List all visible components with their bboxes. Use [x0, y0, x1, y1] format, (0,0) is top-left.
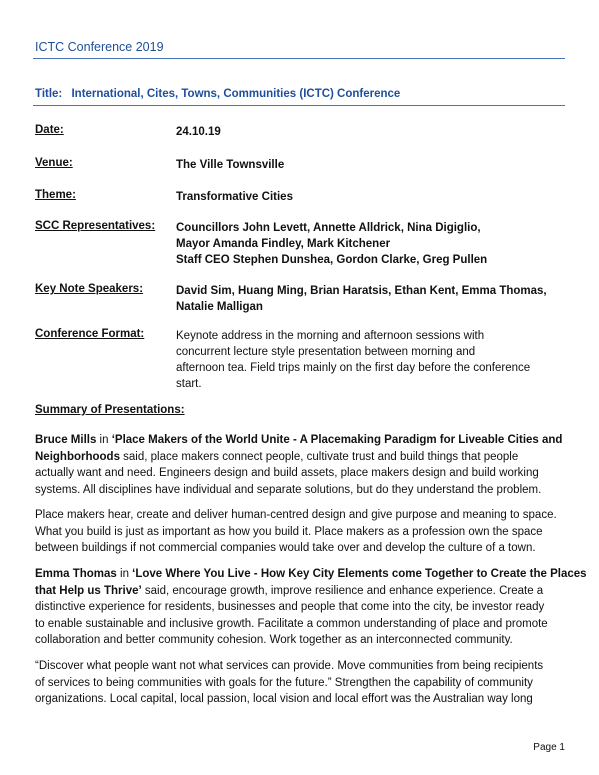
summary-heading: Summary of Presentations:	[35, 404, 185, 416]
field-format-label: Conference Format:	[35, 328, 145, 340]
presentation-title: ‘Love Where You Live - How Key City Elements come Together to Create the Places	[132, 568, 587, 580]
field-speakers-label: Key Note Speakers:	[35, 283, 144, 295]
field-venue-value: The Ville Townsville	[176, 159, 285, 171]
paragraph-place-makers	[35, 507, 570, 557]
speaker-name: Emma Thomas	[35, 568, 117, 580]
field-scc-value	[176, 220, 561, 268]
connector-text: in	[116, 568, 133, 580]
presentation-title: that Help us Thrive’	[35, 584, 142, 597]
speakers-line: David Sim, Huang Ming, Brian Haratsis, Ethan Kent, Emma Thomas,	[176, 285, 547, 297]
paragraph-discover	[35, 658, 570, 708]
body-line: organizations. Local capital, local passion, local vision and local effort was the Australian way long	[35, 693, 533, 705]
body-line: distinctive experience for residents, businesses and people that come into the city, be investor ready	[35, 601, 545, 613]
body-line: between buildings if not commercial companies would take over and develop the culture of a town.	[35, 542, 536, 554]
field-theme-value: Transformative Cities	[176, 191, 293, 203]
format-line: afternoon tea. Field trips mainly on the first day before the conference	[176, 362, 531, 374]
body-line: “Discover what people want not what services can provide. Move communities from being recipients	[35, 660, 544, 672]
document-title-text: International, Cites, Towns, Communities (ICTC) Conference	[71, 88, 401, 100]
paragraph-bruce-mills	[35, 432, 570, 498]
field-date-label: Date:	[35, 124, 64, 136]
body-line: collaboration and better community cohesion. Work together as an interconnected community.	[35, 634, 513, 646]
body-text: said, encourage growth, improve resilience and enhance experience. Create a	[141, 584, 544, 597]
paragraph-emma-thomas	[35, 566, 587, 649]
format-line: start.	[176, 378, 202, 390]
field-theme-label: Theme:	[35, 189, 76, 201]
body-line: actually want and need. Engineers design and build assets, place makers design and build working	[35, 467, 539, 479]
body-line: Place makers hear, create and deliver human-centred design and give purpose and meaning to space.	[35, 509, 557, 521]
speaker-name: Bruce Mills	[35, 434, 97, 446]
speakers-line: Natalie Malligan	[176, 301, 263, 313]
format-line: Keynote address in the morning and afternoon sessions with	[176, 330, 485, 342]
field-format-value	[176, 328, 561, 392]
page-number: Page 1	[533, 742, 565, 753]
connector-text: in	[96, 434, 112, 446]
scc-line: Mayor Amanda Findley, Mark Kitchener	[176, 238, 391, 250]
document-title-label: Title:	[35, 88, 63, 100]
body-line: systems. All disciplines have individual and separate solutions, but do they understand the problem.	[35, 483, 542, 496]
format-line: concurrent lecture style presentation between morning and	[176, 346, 476, 358]
body-line: What you build is just as important as how you build it. Place makers as a profession own the space	[35, 525, 543, 538]
field-date-value: 24.10.19	[176, 126, 221, 138]
field-venue-label: Venue:	[35, 157, 73, 169]
presentation-title: Neighborhoods	[35, 450, 120, 463]
field-scc-label: SCC Representatives:	[35, 220, 156, 232]
presentation-title: ‘Place Makers of the World Unite - A Placemaking Paradigm for Liveable Cities and	[111, 434, 563, 446]
scc-line: Staff CEO Stephen Dunshea, Gordon Clarke, Greg Pullen	[176, 254, 488, 266]
field-speakers-value	[176, 283, 561, 315]
body-line: to enable sustainable and inclusive growth. Facilitate a common understanding of place and promote	[35, 617, 548, 630]
body-text: said, place makers connect people, cultivate trust and build things that people	[119, 450, 519, 463]
scc-line: Councillors John Levett, Annette Alldrick, Nina Digiglio,	[176, 222, 481, 234]
title-rule	[33, 105, 565, 106]
header-title: ICTC Conference 2019	[35, 40, 164, 54]
body-line: of services to being communities with goals for the future.” Strengthen the capability of community	[35, 676, 533, 689]
document-title	[35, 88, 400, 100]
header-rule	[33, 58, 565, 59]
